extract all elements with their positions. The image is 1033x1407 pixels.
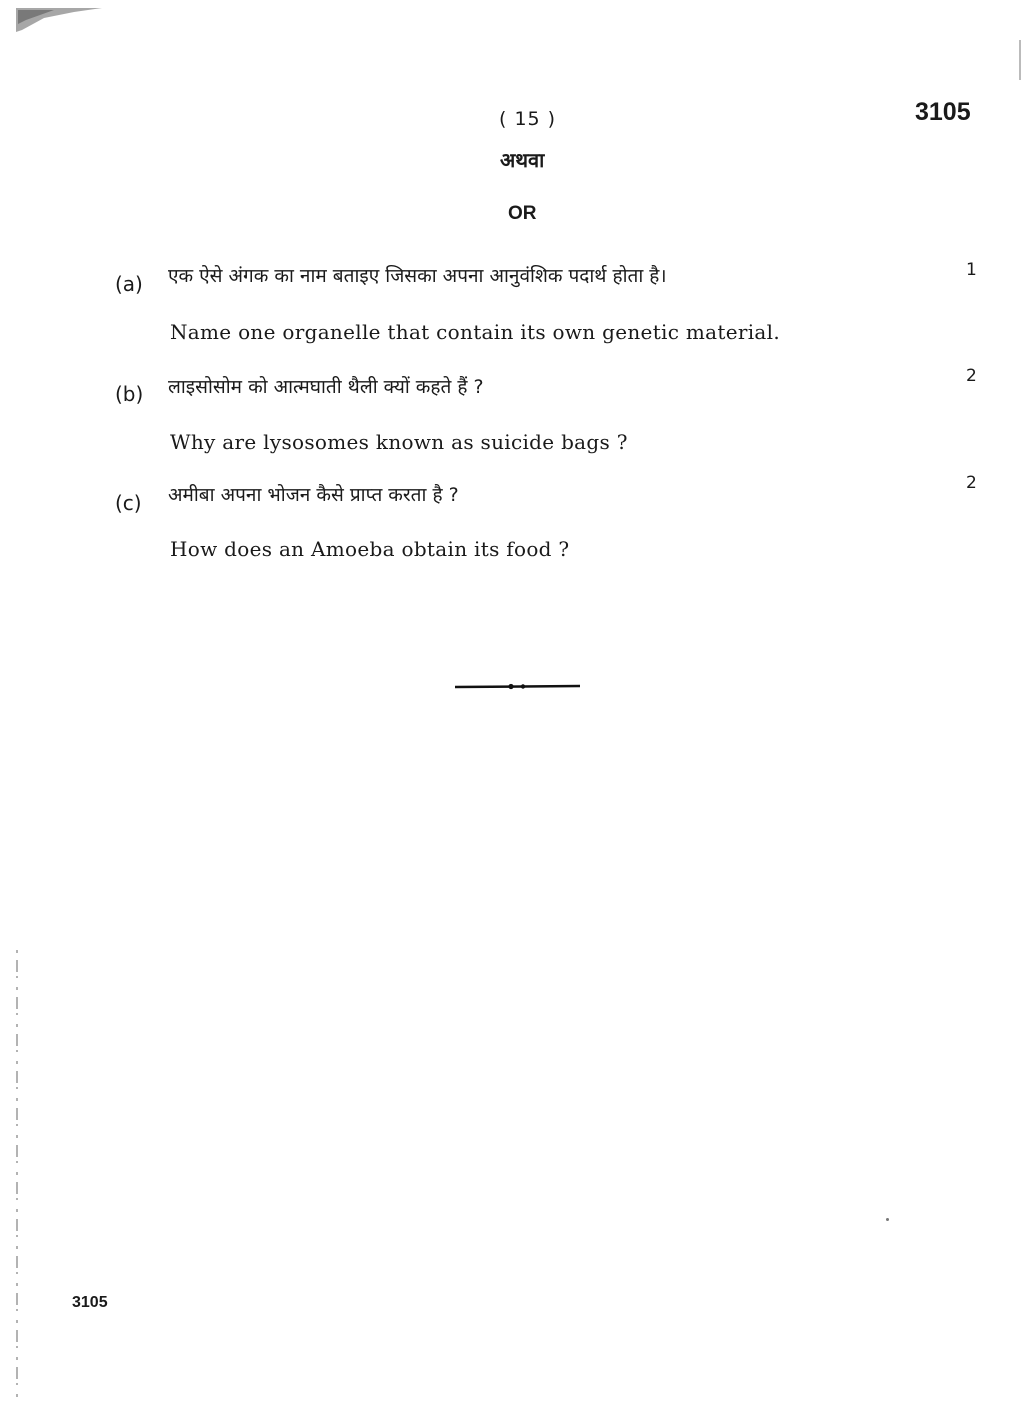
paper-code-bottom: 3105 — [72, 1294, 108, 1311]
question-text-english: Why are lysosomes known as suicide bags ? — [170, 430, 628, 454]
scan-mark — [14, 6, 104, 34]
scan-speck — [1019, 40, 1021, 80]
paper-code-top: 3105 — [915, 98, 971, 126]
question-label: (b) — [115, 382, 144, 406]
question-text-hindi: एक ऐसे अंगक का नाम बताइए जिसका अपना आनुवंशिक पदार्थ होता है। — [168, 265, 667, 287]
end-ornament — [455, 680, 580, 692]
question-text-hindi: अमीबा अपना भोजन कैसे प्राप्त करता है ? — [168, 484, 459, 506]
question-text-english: How does an Amoeba obtain its food ? — [170, 537, 570, 561]
question-marks: 2 — [966, 366, 977, 386]
or-separator-english: OR — [508, 203, 537, 224]
question-label: (c) — [115, 491, 142, 515]
question-marks: 1 — [966, 260, 977, 280]
question-marks: 2 — [966, 473, 977, 493]
page-number: ( 15 ) — [499, 108, 557, 130]
question-text-english: Name one organelle that contain its own genetic material. — [170, 320, 780, 344]
scan-speck — [886, 1218, 889, 1221]
question-label: (a) — [115, 272, 143, 296]
scan-edge — [14, 950, 20, 1400]
or-separator-hindi: अथवा — [500, 148, 545, 172]
question-text-hindi: लाइसोसोम को आत्मघाती थैली क्यों कहते हैं ? — [168, 376, 484, 398]
